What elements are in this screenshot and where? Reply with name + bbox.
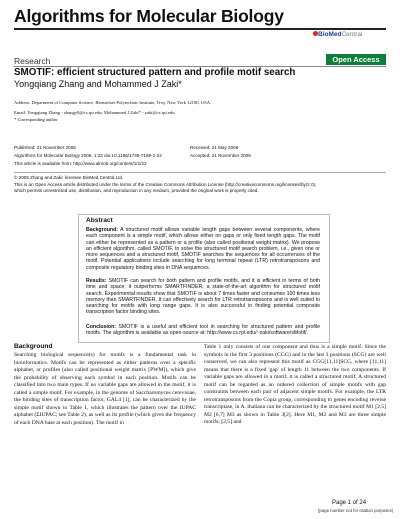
author-address: Address: Department of Computer Science, Rensselaer Polytechnic Institute, Troy, New York 12180, USA xyxy=(14,100,211,105)
received-date: Received: 21 May 2006 xyxy=(190,145,239,150)
corresponding-author: * Corresponding author xyxy=(14,117,58,122)
body-left-column: Searching biological sequence(s) for motifs is a fundamental task in bioinformatics. Motifs can be represented as either patterns over a specific alphabet, or profiles (also called positional weight matrix [PWM]), which give the probability of observing each symbol in each position. Motifs can be classified into two main types. If no variable gaps are allowed in the motif, it is called a simple motif. For example, in the genome of Saccharomyces cerevisiae, the binding sites of transcription factor, GAL4 [1], can be characterized by the simple motif shown in Table 1, which illustrates the pattern over the IUPAC alphabet (ΣIUPAC; see Table 2), as well as its profile (which gives the frequency of each DNA base at each position). The motif in xyxy=(14,352,196,426)
author-email: Email: Yongqiang Zhang - zhangy8@cs.rpi.edu; Mohammed J Zaki* - zaki@cs.rpi.edu xyxy=(14,110,175,115)
section-label: Research xyxy=(14,56,51,66)
header-rule xyxy=(14,28,386,30)
page-note: (page number not for citation purposes) xyxy=(318,508,394,513)
license-line-2: which permits unrestricted use, distribution, and reproduction in any medium, provided the original work is properly cited. xyxy=(14,188,259,193)
published-date: Published: 21 November 2006 xyxy=(14,145,76,150)
accepted-date: Accepted: 21 November 2006 xyxy=(190,153,251,158)
article-authors: Yongqiang Zhang and Mohammed J Zaki* xyxy=(14,79,182,89)
open-access-badge: Open Access xyxy=(326,54,386,65)
abstract-conclusion: Conclusion: SMOTIF is a useful and efficient tool in searching for structured pattern and profile motifs. The algorithm is available as open-source at: http://www.cs.rpi.edu/~zaki/software/sMotif/. xyxy=(86,324,320,337)
body-right-column: Table 1 only consists of one component and thus is a simple motif. Since the symbols in the first 3 positions (CGG) and in the last 3 positions (SCG) are well conserved, we can also represent this motif as CGG[11,11]SCG, where [11,11] means that there is a fixed 'gap' of length 11 between the two components. If variable gaps are allowed in a motif, it is called a structured motif. A structured motif can be regarded as an ordered collection of simple motifs with gap constraints between each pair of adjacent simple motifs. For example, the LTR retrotransposons from the Copia group, corresponding to genes encoding reverse transcriptase, in A. thaliana can be characterized by the structured motif M1 [2,5] M2 [6,7] M3 as shown in Table 3[2]. Here M1, M2 and M3 are three simple motifs; [2,5] and xyxy=(204,344,386,425)
background-heading: Background xyxy=(14,343,53,350)
abstract-background: Background: A structured motif allows variable length gaps between several components, where each component is a simple motif, which allows either no gaps or only fixed length gaps. The motif can either be represented as a pattern or a profile (also called positional weight matrix). We propose an efficient algorithm, called SMOTIF, to solve the structured motif search problem, i.e., given one or more sequences and a structured motif, SMOTIF searches the sequences for all occurrences of the motif. Potential applications include searching for long terminal repeat (LTR) retrotransposons and composite regulatory binding sites in DNA sequences. xyxy=(86,227,320,271)
copyright: © 2006 Zhang and Zaki; licensee BioMed Central Ltd. xyxy=(14,175,124,180)
article-title: SMOTIF: efficient structured pattern and profile motif search xyxy=(14,67,296,78)
abstract-results: Results: SMOTIF can search for both pattern and profile motifs, and it is efficient in terms of both time and space; it outperforms SMARTFINDER, a state-of-the-art algorithm for structured motif search. Experimental results show that SMOTIF is about 7 times faster and consumes 100 times less memory than SMARTFINDER. It can effectively search for LTR retrotransposons and is well suited to searching for motifs with long range gaps. It is also successful in finding potential composite transcription factor binding sites. xyxy=(86,278,320,316)
meta-rule xyxy=(14,172,386,173)
page-number: Page 1 of 24 xyxy=(332,500,367,506)
citation: Algorithms for Molecular Biology 2006, 1:22 doi:10.1186/1748-7188-1-22 xyxy=(14,153,162,158)
abstract-heading: Abstract xyxy=(86,217,113,224)
article-url[interactable]: This article is available from: http://www.almob.org/content/1/1/22 xyxy=(14,161,147,166)
publisher-logo: BioMedCentral xyxy=(318,31,363,38)
journal-title: Algorithms for Molecular Biology xyxy=(14,6,284,26)
license-line-1: This is an Open Access article distributed under the terms of the Creative Commons Attribution License (http://creativecommons.org/licenses/by/2.0), xyxy=(14,182,317,187)
